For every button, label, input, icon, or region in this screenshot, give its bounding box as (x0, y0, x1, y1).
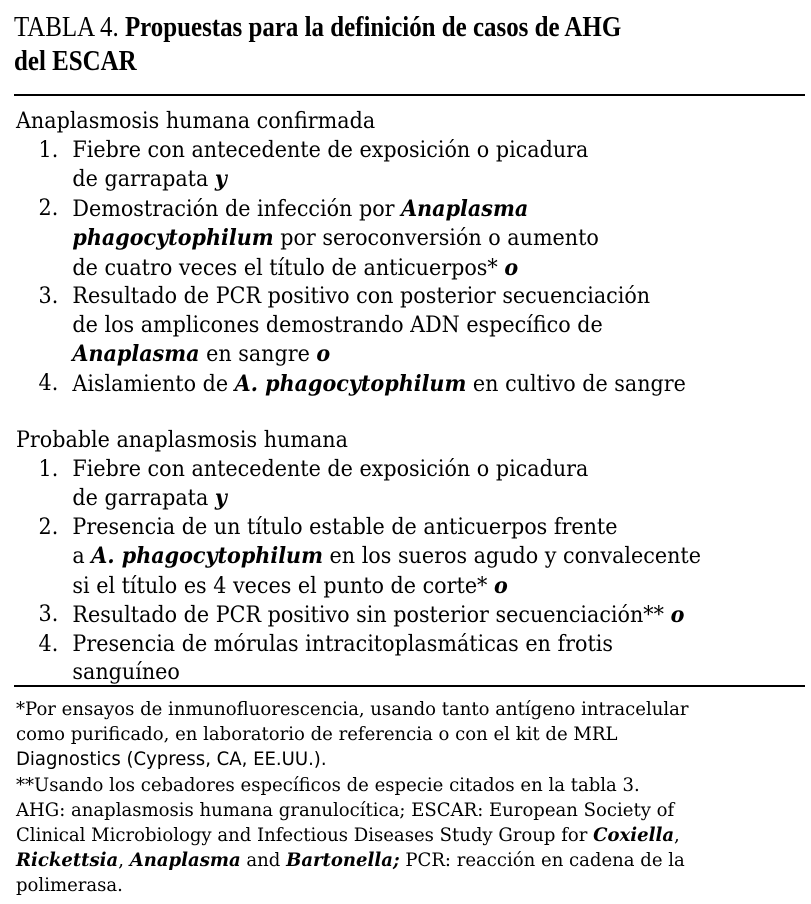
table-label: TABLA 4. (14, 11, 119, 43)
list-item: 2. Demostración de infección por Anaplasma phagocytophilum por seroconversión o aumento de cuatro veces el título de anticuerpos* o (38, 195, 599, 281)
list-item: 3. Resultado de PCR positivo con posterior secuenciación de los amplicones demostrando ADN específico de Anaplasma en sangre o (38, 284, 651, 367)
footnote-rule (14, 685, 805, 687)
section-heading-probable: Probable anaplasmosis humana (16, 428, 348, 453)
list-item: 1. Fiebre con antecedente de exposición o picadura de garrapata y (38, 137, 589, 192)
footnote-2: **Usando los cebadores específicos de especie citados en la tabla 3. (16, 773, 640, 796)
table-footnotes: *Por ensayos de inmunofluorescencia, usando tanto antígeno intracelular como purificado, en laboratorio de referencia o con el kit de MRL Diagnostics (Cypress, CA, EE.UU.). **Usando los cebadores específicos de especie citados en la tabla 3. AHG: anaplasmosis humana granulocítica; ESCAR: European Society of Clinical Microbiology and Infectious Diseases Study Group for Coxiella, Rickettsia, Anaplasma and Bartonella; PCR: reacción en cadena de la polimerasa. (16, 697, 767, 899)
abbreviations: AHG: anaplasmosis humana granulocítica; ESCAR: European Society of (16, 798, 675, 821)
section-heading-confirmed: Anaplasmosis humana confirmada (16, 109, 376, 134)
table-title: Propuestas para la definición de casos de AHG (124, 11, 622, 43)
footnote-1: *Por ensayos de inmunofluorescencia, usando tanto antígeno intracelular (16, 698, 689, 720)
table-body (16, 108, 759, 688)
table-title-line2: del ESCAR (14, 45, 137, 77)
list-item: 3. Resultado de PCR positivo sin posterior secuenciación** o (38, 602, 685, 628)
top-rule (14, 94, 805, 96)
list-item: 1. Fiebre con antecedente de exposición o picadura de garrapata y (38, 456, 589, 511)
table-caption (14, 10, 693, 78)
list-item: 4. Aislamiento de A. phagocytophilum en cultivo de sangre (38, 370, 686, 397)
list-item: 4. Presencia de mórulas intracitoplasmáticas en frotis sanguíneo (38, 631, 613, 685)
list-item: 2. Presencia de un título estable de anticuerpos frente a A. phagocytophilum en los sueros agudo y convalecente si el título es 4 veces el punto de corte* o (38, 514, 701, 599)
